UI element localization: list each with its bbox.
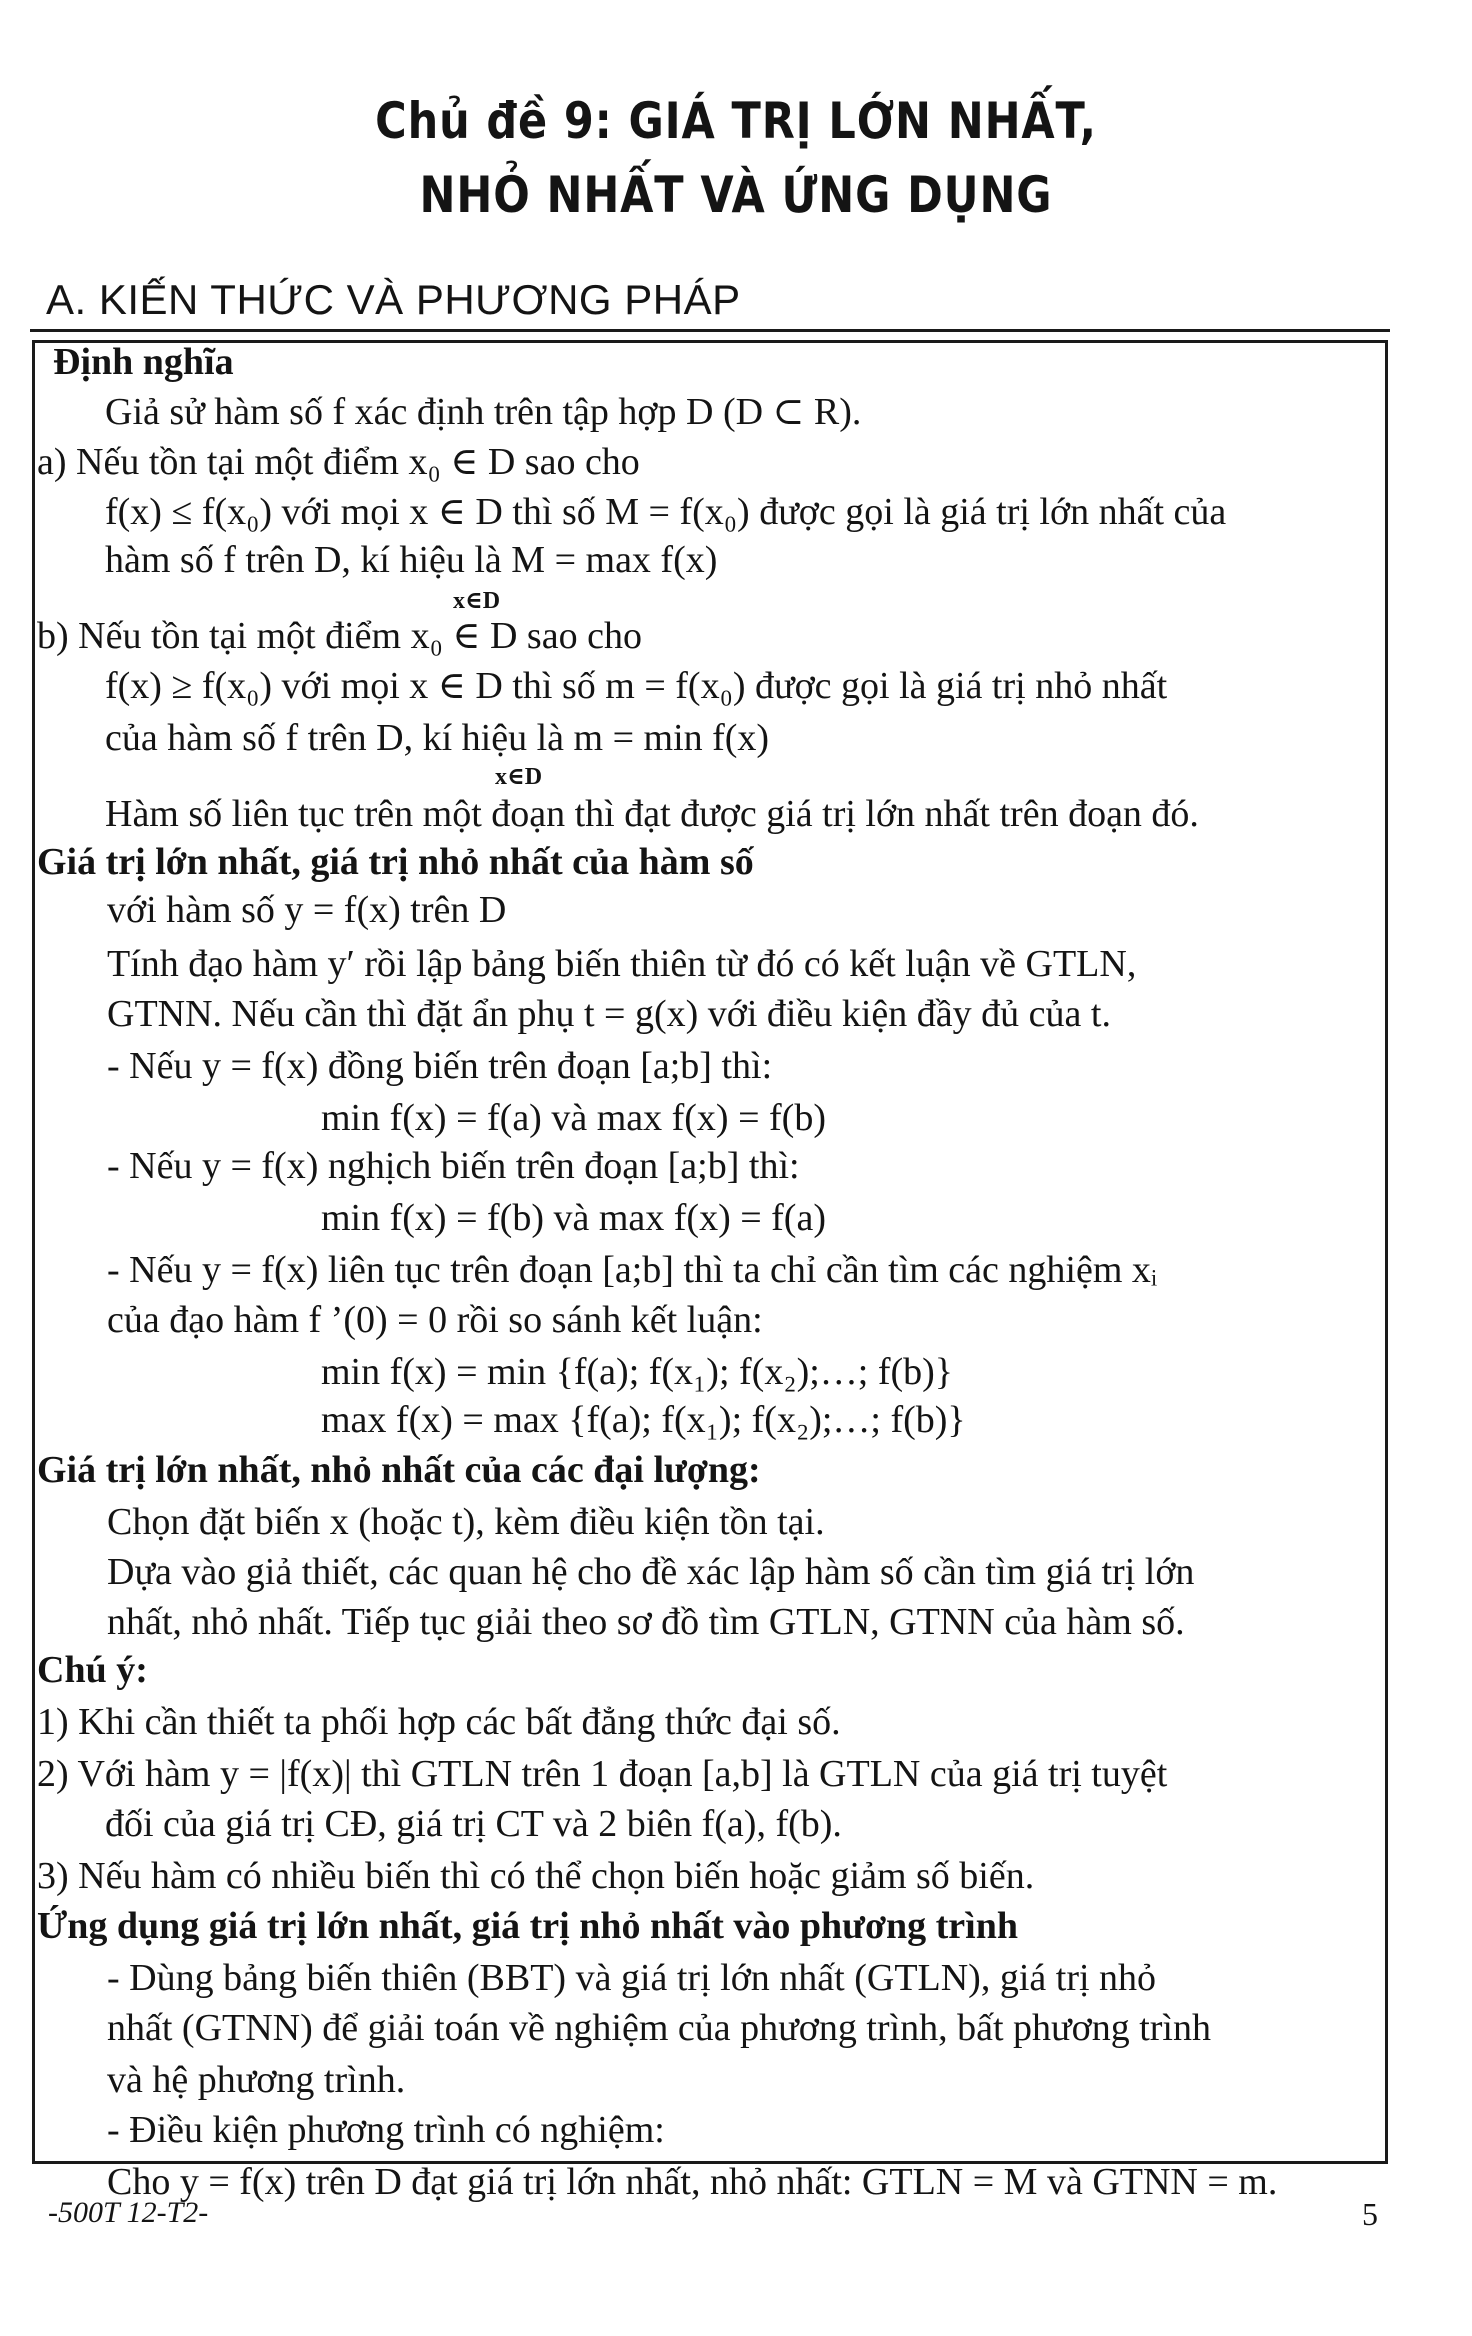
note-heading: Chú ý:	[37, 1649, 148, 1691]
min-formula: min f(x) = min {f(a); f(x₁); f(x₂);…; f(b)}	[321, 1351, 954, 1393]
quantities-heading: Giá trị lớn nhất, nhỏ nhất của các đại lượng:	[37, 1449, 761, 1491]
application-1: - Dùng bảng biến thiên (BBT) và giá trị lớn nhất (GTLN), giá trị nhỏ	[107, 1957, 1157, 1999]
continuous-case-2: của đạo hàm f ’(0) = 0 rồi so sánh kết luận:	[107, 1299, 763, 1341]
title-line-2: NHỎ NHẤT VÀ ỨNG DỤNG	[419, 166, 1053, 224]
definition-intro: Giả sử hàm số f xác định trên tập hợp D (D ⊂ R).	[105, 391, 862, 433]
quantities-step-2: Dựa vào giả thiết, các quan hệ cho đề xác lập hàm số cần tìm giá trị lớn	[107, 1551, 1195, 1593]
definition-a-text: f(x) ≤ f(x₀) với mọi x ∈ D thì số M = f(x₀) được gọi là giá trị lớn nhất của	[105, 491, 1227, 533]
content-box	[32, 340, 1388, 2203]
footer-code: -500T 12-T2-	[48, 2196, 209, 2229]
quantities-step-1: Chọn đặt biến x (hoặc t), kèm điều kiện tồn tại.	[107, 1501, 825, 1543]
definition-a-notation: hàm số f trên D, kí hiệu là M = max f(x)	[105, 539, 718, 581]
extremum-method-1: Tính đạo hàm y′ rồi lập bảng biến thiên từ đó có kết luận về GTLN,	[107, 943, 1137, 985]
definition-heading: Định nghĩa	[53, 341, 234, 383]
continuous-case: - Nếu y = f(x) liên tục trên đoạn [a;b] thì ta chỉ cần tìm các nghiệm xᵢ	[107, 1249, 1158, 1291]
continuity-note: Hàm số liên tục trên một đoạn thì đạt được giá trị lớn nhất trên đoạn đó.	[105, 793, 1199, 835]
max-subscript: x∈D	[453, 588, 501, 614]
definition-b-notation: của hàm số f trên D, kí hiệu là m = min f(x)	[105, 717, 770, 759]
extremum-method-2: GTNN. Nếu cần thì đặt ẩn phụ t = g(x) với điều kiện đầy đủ của t.	[107, 993, 1111, 1035]
extremum-heading: Giá trị lớn nhất, giá trị nhỏ nhất của hàm số	[37, 841, 754, 883]
note-3: 3) Nếu hàm có nhiều biến thì có thể chọn biến hoặc giảm số biến.	[37, 1855, 1035, 1897]
quantities-step-3: nhất, nhỏ nhất. Tiếp tục giải theo sơ đồ tìm GTLN, GTNN của hàm số.	[107, 1601, 1185, 1643]
page-number: 5	[1362, 2196, 1378, 2232]
application-heading: Ứng dụng giá trị lớn nhất, giá trị nhỏ nhất vào phương trình	[37, 1905, 1018, 1947]
increasing-case: - Nếu y = f(x) đồng biến trên đoạn [a;b] thì:	[107, 1045, 773, 1087]
application-1-cont: nhất (GTNN) để giải toán về nghiệm của phương trình, bất phương trình	[107, 2007, 1211, 2049]
application-2: - Điều kiện phương trình có nghiệm:	[107, 2109, 665, 2151]
note-2: 2) Với hàm y = |f(x)| thì GTLN trên 1 đoạn [a,b] là GTLN của giá trị tuyệt	[37, 1753, 1168, 1795]
definition-b: b) Nếu tồn tại một điểm x₀ ∈ D sao cho	[37, 615, 642, 657]
title-line-1: Chủ đề 9: GIÁ TRỊ LỚN NHẤT,	[375, 92, 1097, 150]
max-formula: max f(x) = max {f(a); f(x₁); f(x₂);…; f(b)}	[321, 1399, 966, 1441]
definition-b-text: f(x) ≥ f(x₀) với mọi x ∈ D thì số m = f(x₀) được gọi là giá trị nhỏ nhất	[105, 665, 1168, 707]
application-1-end: và hệ phương trình.	[107, 2059, 406, 2101]
decreasing-case: - Nếu y = f(x) nghịch biến trên đoạn [a;b] thì:	[107, 1145, 800, 1187]
definition-a: a) Nếu tồn tại một điểm x₀ ∈ D sao cho	[37, 441, 640, 483]
section-divider	[30, 329, 1390, 332]
decreasing-result: min f(x) = f(b) và max f(x) = f(a)	[321, 1197, 826, 1239]
extremum-function: với hàm số y = f(x) trên D	[107, 889, 507, 931]
min-subscript: x∈D	[495, 764, 543, 790]
note-1: 1) Khi cần thiết ta phối hợp các bất đẳng thức đại số.	[37, 1701, 841, 1743]
application-2-text: Cho y = f(x) trên D đạt giá trị lớn nhất, nhỏ nhất: GTLN = M và GTNN = m.	[107, 2161, 1278, 2203]
note-2-cont: đối của giá trị CĐ, giá trị CT và 2 biên f(a), f(b).	[105, 1803, 842, 1845]
increasing-result: min f(x) = f(a) và max f(x) = f(b)	[321, 1097, 826, 1139]
section-heading: A. KIẾN THỨC VÀ PHƯƠNG PHÁP	[46, 276, 741, 323]
